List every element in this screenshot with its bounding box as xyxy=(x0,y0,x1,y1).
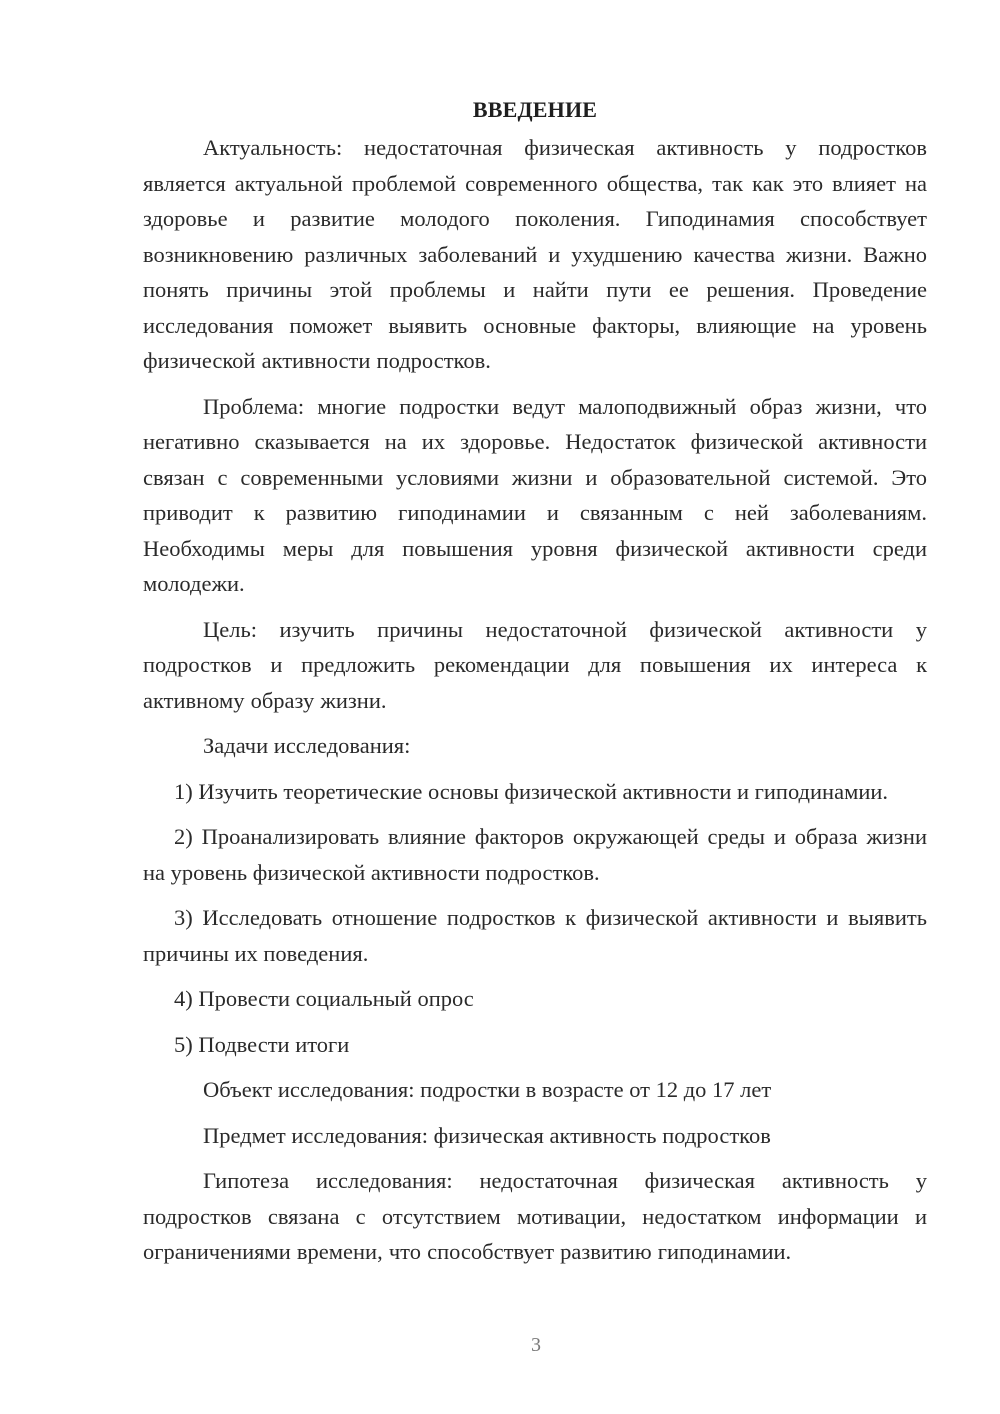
research-subject: Предмет исследования: физическая активность подростков xyxy=(203,1122,771,1148)
document-body xyxy=(143,95,927,1280)
tasks-heading: Задачи исследования: xyxy=(203,733,411,758)
page-number: 3 xyxy=(531,1334,541,1356)
goal-paragraph: Цель: изучить причины недостаточной физической активности у подростков и предложить рекомендации для повышения их интереса к активному образу жизни. xyxy=(143,616,927,713)
research-object: Объект исследования: подростки в возрасте от 12 до 17 лет xyxy=(203,1077,772,1102)
hypothesis-paragraph: Гипотеза исследования: недостаточная физическая активность у подростков связана с отсутствием мотивации, недостатком информации и ограничениями времени, что способствует развитию гиподинамии. xyxy=(143,1168,927,1264)
task-item-3: 3) Исследовать отношение подростков к физической активности и выявить причины их поведения. xyxy=(143,905,927,966)
page-title: ВВЕДЕНИЕ xyxy=(472,97,598,122)
task-item-4: 4) Провести социальный опрос xyxy=(174,986,474,1011)
problem-paragraph: Проблема: многие подростки ведут малоподвижный образ жизни, что негативно сказывается на их здоровье. Недостаток физической активности связан с современными условиями жизни и образовательной системой. Это приводит к развитию гиподинамии и связанным с ней заболеваниям. Необходимы меры для повышения уровня физической активности среди молодежи. xyxy=(143,393,927,596)
task-item-1: 1) Изучить теоретические основы физической активности и гиподинамии. xyxy=(174,778,889,804)
task-item-5: 5) Подвести итоги xyxy=(174,1031,350,1057)
relevance-paragraph: Актуальность: недостаточная физическая активность у подростков является актуальной проблемой современного общества, так как это влияет на здоровье и развитие молодого поколения. Гиподинамия способствует возникновению различных заболеваний и ухудшению качества жизни. Важно понять причины этой проблемы и найти пути ее решения. Проведение исследования поможет выявить основные факторы, влияющие на уровень физической активности подростков. xyxy=(143,135,927,373)
task-item-2: 2) Проанализировать влияние факторов окружающей среды и образа жизни на уровень физической активности подростков. xyxy=(143,824,927,885)
